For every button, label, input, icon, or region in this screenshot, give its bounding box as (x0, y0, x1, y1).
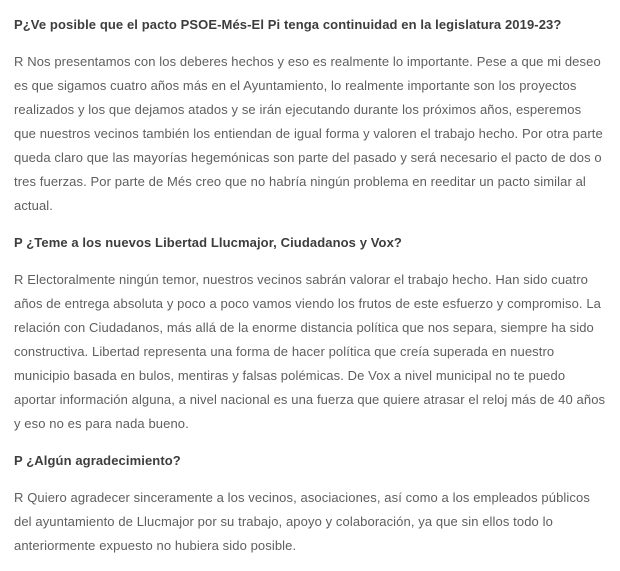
interview-question-1: P¿Ve posible que el pacto PSOE-Més-El Pi tenga continuidad en la legislatura 2019-23? (14, 17, 562, 32)
interview-question-2: P ¿Teme a los nuevos Libertad Llucmajor, Ciudadanos y Vox? (14, 235, 402, 250)
interview-answer-1: R Nos presentamos con los deberes hechos y eso es realmente lo importante. Pese a que mi deseo es que sigamos cuatro años más en el Ayuntamiento, lo realmente importante son los proyectos realizados y los que dejamos atados y se irán ejecutando durante los próximos años, esperemos que nuestros vecinos también los entiendan de igual forma y valoren el trabajo hecho. Por otra parte queda claro que las mayorías hegemónicas son parte del pasado y será necesario el pacto de dos o tres fuerzas. Por parte de Més creo que no habría ningún problema en reeditar un pacto similar al actual. (14, 54, 603, 213)
interview-question-3: P ¿Algún agradecimiento? (14, 453, 181, 468)
interview-answer-3: R Quiero agradecer sinceramente a los vecinos, asociaciones, así como a los empleados públicos del ayuntamiento de Llucmajor por su trabajo, apoyo y colaboración, ya que sin ellos todo lo anteriormente expuesto no hubiera sido posible. (14, 490, 590, 553)
interview-answer-2: R Electoralmente ningún temor, nuestros vecinos sabrán valorar el trabajo hecho. Han sido cuatro años de entrega absoluta y poco a poco vamos viendo los frutos de este esfuerzo y compromiso. La relación con Ciudadanos, más allá de la enorme distancia política que nos separa, siempre ha sido constructiva. Libertad representa una forma de hacer política que creía superada en nuestro municipio basada en bulos, mentiras y falsas polémicas. De Vox a nivel municipal no te puedo aportar información alguna, a nivel nacional es una fuerza que quiere atrasar el reloj más de 40 años y eso no es para nada bueno. (14, 272, 606, 431)
